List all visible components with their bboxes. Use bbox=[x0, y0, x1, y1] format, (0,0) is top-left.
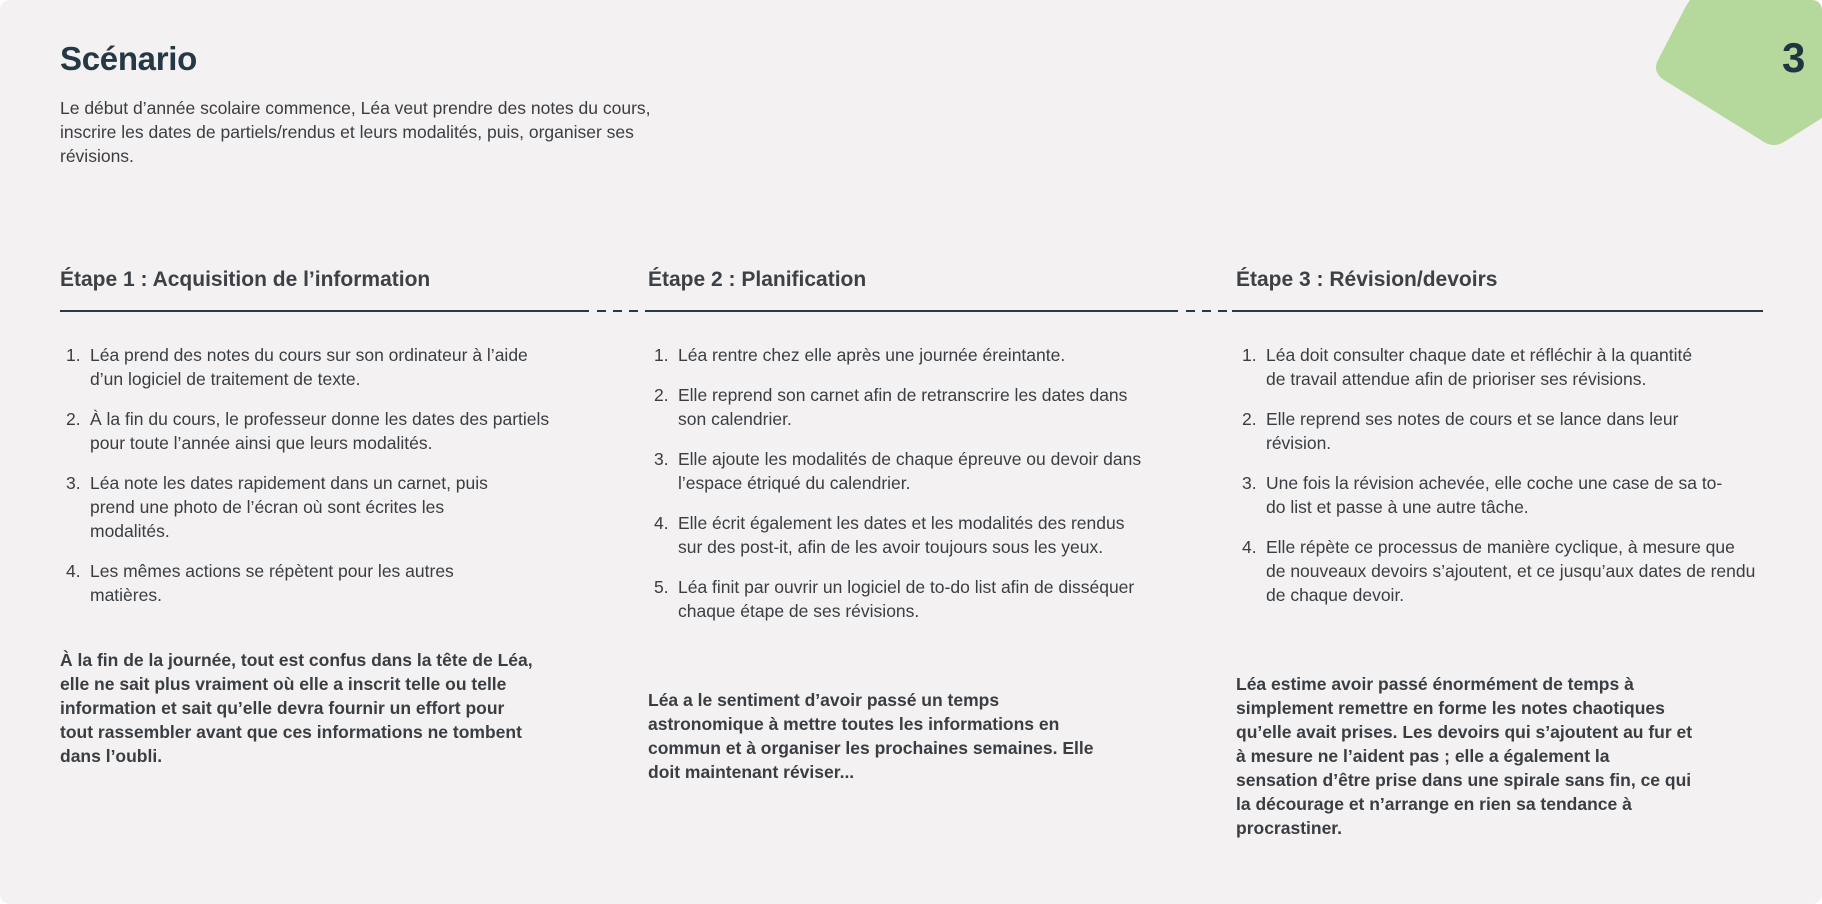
step-3-summary: Léa estime avoir passé énormément de temps à simplement remettre en forme les notes chaotiques qu’elle avait prises. Les devoirs qui s’ajoutent au fur et à mesure ne l’aident pas ; elle a également la sensation d’être prise dans une spirale sans fin, ce qui la décourage et n’arrange en rien sa tendance à procrastiner. bbox=[1236, 674, 1693, 838]
list-item: 1. Léa prend des notes du cours sur son ordinateur à l’aide d’un logiciel de traitement de texte. bbox=[66, 345, 528, 389]
list-item: 1. Léa doit consulter chaque date et réfléchir à la quantité de travail attendue afin de prioriser ses révisions. bbox=[1242, 345, 1693, 389]
step-2-list bbox=[648, 343, 1168, 639]
list-item: 3. Elle ajoute les modalités de chaque épreuve ou devoir dans l’espace étriqué du calendrier. bbox=[654, 449, 1142, 493]
scenario-intro: Le début d’année scolaire commence, Léa veut prendre des notes du cours, inscrire les dates de partiels/rendus et leurs modalités, puis, organiser ses révisions. bbox=[60, 98, 651, 166]
step-3-list bbox=[1236, 343, 1756, 623]
step-1-list bbox=[60, 343, 580, 623]
connector-dash bbox=[597, 310, 606, 312]
list-item: 4. Elle écrit également les dates et les modalités des rendus sur des post-it, afin de les avoir toujours sous les yeux. bbox=[654, 513, 1125, 557]
list-item: 2. Elle reprend son carnet afin de retranscrire les dates dans son calendrier. bbox=[654, 385, 1128, 429]
step-1-rule bbox=[60, 310, 589, 312]
list-item: 1. Léa rentre chez elle après une journée éreintante. bbox=[654, 345, 1066, 365]
step-1-header bbox=[60, 268, 590, 298]
connector-dash bbox=[1202, 310, 1211, 312]
list-item: 2. À la fin du cours, le professeur donne les dates des partiels pour toute l’année ainsi que leurs modalités. bbox=[66, 409, 550, 453]
list-item: 3. Léa note les dates rapidement dans un carnet, puis prend une photo de l’écran où sont écrites les modalités. bbox=[66, 473, 488, 541]
step-number-badge bbox=[1652, 0, 1822, 150]
step-2-summary: Léa a le sentiment d’avoir passé un temps astronomique à mettre toutes les informations en commun et à organiser les prochaines semaines. Elle doit maintenant réviser... bbox=[648, 690, 1094, 782]
list-item: 4. Les mêmes actions se répètent pour les autres matières. bbox=[66, 561, 454, 605]
step-2-title: Étape 2 : Planification bbox=[648, 268, 867, 291]
list-item: 4. Elle répète ce processus de manière cyclique, à mesure que de nouveaux devoirs s’ajoutent, et ce jusqu’aux dates de rendu de chaque devoir. bbox=[1242, 537, 1756, 605]
step-3-rule bbox=[1232, 310, 1763, 312]
step-number: 3 bbox=[1782, 34, 1806, 81]
list-item: 2. Elle reprend ses notes de cours et se lance dans leur révision. bbox=[1242, 409, 1679, 453]
connector-dash bbox=[613, 310, 622, 312]
step-3-header bbox=[1236, 268, 1766, 298]
step-2-rule bbox=[645, 310, 1178, 312]
step-3-title: Étape 3 : Révision/devoirs bbox=[1236, 268, 1498, 291]
connector-dash bbox=[1186, 310, 1195, 312]
step-2-header bbox=[648, 268, 1178, 298]
step-1-summary: À la fin de la journée, tout est confus dans la tête de Léa, elle ne sait plus vraiment où elle a inscrit telle ou telle information et sait qu’elle devra fournir un effort pour tout rassembler avant que ces informations ne tombent dans l’oubli. bbox=[60, 650, 533, 766]
connector-dash bbox=[629, 310, 638, 312]
list-item: 5. Léa finit par ouvrir un logiciel de to-do list afin de disséquer chaque étape de ses révisions. bbox=[654, 577, 1135, 621]
connector-dash bbox=[1218, 310, 1227, 312]
page-title: Scénario bbox=[60, 40, 197, 77]
step-1-title: Étape 1 : Acquisition de l’information bbox=[60, 268, 431, 291]
list-item: 3. Une fois la révision achevée, elle coche une case de sa to-do list et passe à une autre tâche. bbox=[1242, 473, 1723, 517]
